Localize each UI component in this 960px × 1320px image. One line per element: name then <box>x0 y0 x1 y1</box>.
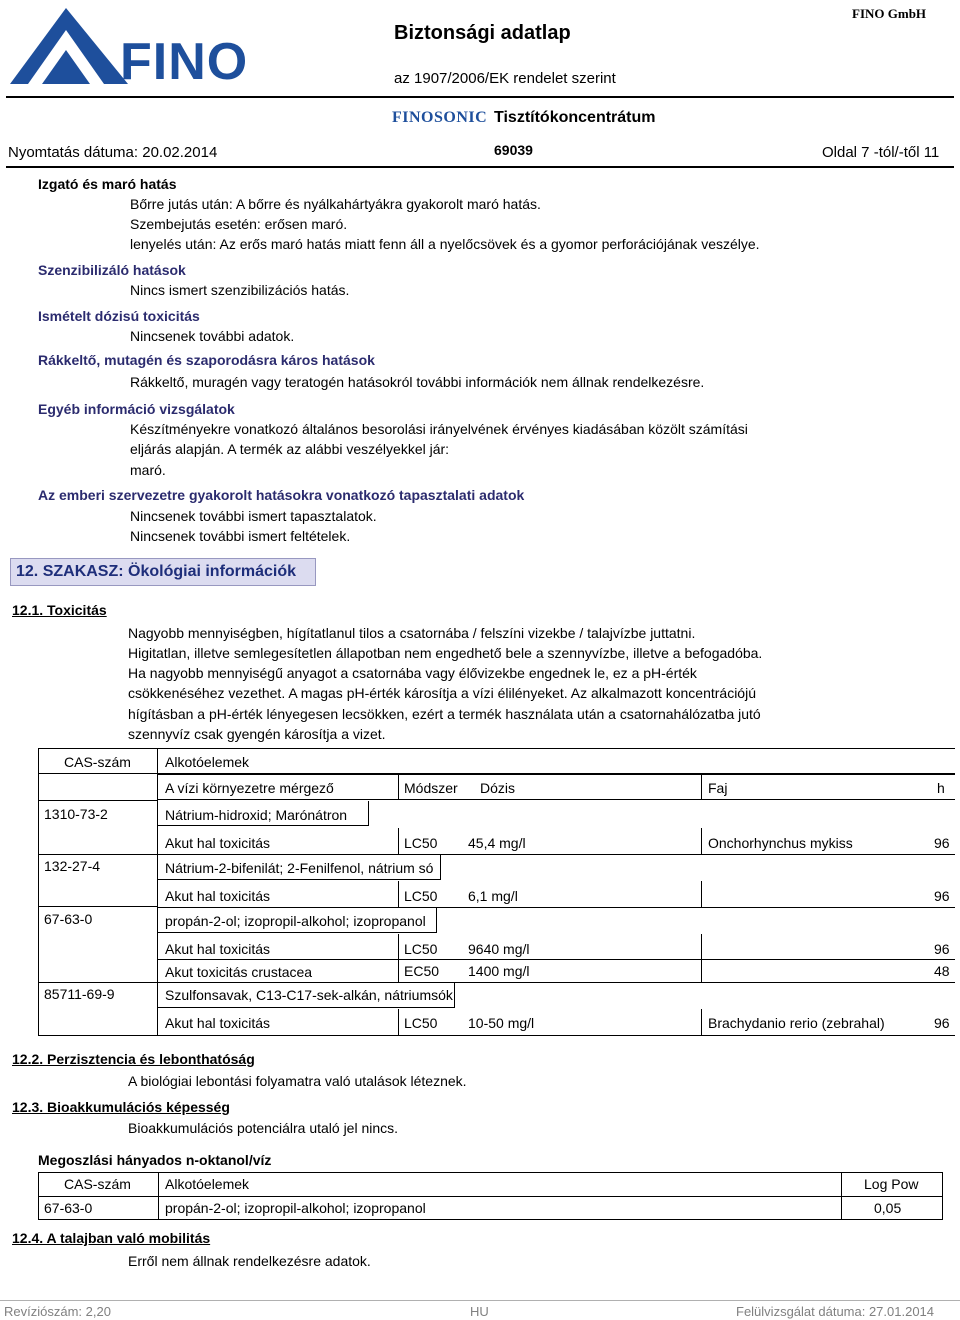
toxicity-line-6: szennyvíz csak gyengén károsítja a vizet. <box>128 726 386 742</box>
table-subheader-divider-1 <box>398 774 399 800</box>
persistence-text: A biológiai lebontási folyamatra való utalások léteznek. <box>128 1073 467 1089</box>
group-3-cas: 67-63-0 <box>44 911 93 927</box>
table-header-components: Alkotóelemek <box>165 754 250 770</box>
group-2-row-1-h: 96 <box>934 888 950 904</box>
partition-table-row-divider <box>38 1196 943 1197</box>
table-header-hours: h <box>937 780 945 796</box>
group-4-row-1-divider-1 <box>398 1009 399 1036</box>
repeated-dose-text: Nincsenek további adatok. <box>130 328 295 344</box>
group-3-row-2-env: Akut toxicitás crustacea <box>165 964 313 980</box>
group-2-row-1-env: Akut hal toxicitás <box>165 888 271 904</box>
table-header-method: Módszer <box>404 780 458 796</box>
repeated-dose-heading: Ismételt dózisú toxicitás <box>38 308 200 324</box>
other-info-line-1: Készítményekre vonatkozó általános besorolási irányelvének érvényes kiadásában közölt számítási <box>130 421 748 437</box>
group-3-row-1-divider-1 <box>398 934 399 982</box>
group-3-row-1-h: 96 <box>934 941 950 957</box>
human-experience-heading: Az emberi szervezetre gyakorolt hatásokra vonatkozó tapasztalati adatok <box>38 487 525 503</box>
group-2-row-1-divider-2 <box>701 881 702 908</box>
print-date: Nyomtatás dátuma: 20.02.2014 <box>8 144 218 161</box>
group-1-cas-line <box>38 800 158 801</box>
group-2-cas-line <box>38 854 158 855</box>
table-bottom-line <box>157 1035 955 1036</box>
human-experience-line-2: Nincsenek további ismert feltételek. <box>130 528 351 544</box>
group-4-row-1-divider-2 <box>701 1009 702 1036</box>
group-4-cas: 85711-69-9 <box>44 986 115 1002</box>
group-4-row-1-h: 96 <box>934 1015 950 1031</box>
group-1-cas: 1310-73-2 <box>44 806 108 822</box>
group-1-name: Nátrium-hidroxid; Marónátron <box>165 807 348 823</box>
group-1-row-1-method: LC50 <box>404 835 438 851</box>
group-2-cas: 132-27-4 <box>44 858 101 874</box>
mobility-text: Erről nem állnak rendelkezésre adatok. <box>128 1253 371 1269</box>
group-3-row-1-dose: 9640 mg/l <box>468 941 530 957</box>
sensitization-text: Nincs ismert szenzibilizációs hatás. <box>130 282 350 298</box>
other-info-line-3: maró. <box>130 462 166 478</box>
partition-row-cas: 67-63-0 <box>44 1200 93 1216</box>
group-2-row-1-dose: 6,1 mg/l <box>468 888 518 904</box>
group-1-row-1-divider-1 <box>398 828 399 855</box>
toxicity-line-4: csökkenéséhez vezethet. A magas pH-érték károsítja a vízi élilényeket. Az alkalmazott koncentrációjú <box>128 685 756 701</box>
partition-row-name: propán-2-ol; izopropil-alkohol; izopropanol <box>165 1200 426 1216</box>
product-name: Tisztítókoncentrátum <box>494 109 656 126</box>
partition-heading: Megoszlási hányados n-oktanol/víz <box>38 1152 272 1168</box>
group-3-row-2-h: 48 <box>934 963 950 979</box>
product-code: 69039 <box>494 142 533 158</box>
table-header-comp-cell <box>157 748 955 774</box>
company-name: FINO GmbH <box>852 6 927 21</box>
page-number: Oldal 7 -tól/-től 11 <box>822 144 940 161</box>
group-2-name: Nátrium-2-bifenilát; 2-Fenilfenol, nátrium só <box>165 860 434 876</box>
other-info-heading: Egyéb információ vizsgálatok <box>38 401 235 417</box>
toxicity-line-3: Ha nagyobb mennyiségű anyagot a csatornába vagy élővizekbe engednek le, ez a pH-érték <box>128 665 697 681</box>
toxicity-line-5: hígításban a pH-érték lényegesen lecsökken, ezért a termék használata után a csatornahálózatba jutó <box>128 706 761 722</box>
group-3-row-1-divider-2 <box>701 934 702 982</box>
group-2-row-1 <box>157 881 955 908</box>
group-4-row-1-species: Brachydanio rerio (zebrahal) <box>708 1015 885 1031</box>
group-2-row-1-method: LC50 <box>404 888 438 904</box>
group-4-row-1-env: Akut hal toxicitás <box>165 1015 271 1031</box>
toxicity-line-1: Nagyobb mennyiségben, hígítatlanul tilos a csatornába / felszíni vizekbe / talajvízbe juttatni. <box>128 625 696 641</box>
group-3-row-1-method: LC50 <box>404 941 438 957</box>
group-3-row-1-env: Akut hal toxicitás <box>165 941 271 957</box>
header-divider-top <box>6 96 954 98</box>
header-divider-bottom <box>6 166 954 168</box>
group-4-row-1-dose: 10-50 mg/l <box>468 1015 535 1031</box>
group-4-cas-line <box>38 982 158 983</box>
table-header-species: Faj <box>708 780 728 796</box>
toxicity-heading: 12.1. Toxicitás <box>12 602 107 618</box>
toxicity-line-2: Higitatlan, illetve semlegesítetlen állapotban nem engedhető bele a szennyvízbe, illetve a befogadóba. <box>128 645 763 661</box>
table-header-env: A vízi környezetre mérgező <box>165 780 334 796</box>
logo-text: FINO <box>120 33 249 91</box>
partition-header-cas: CAS-szám <box>64 1176 131 1192</box>
footer-divider <box>0 1300 960 1301</box>
irritant-line-1: Bőrre jutás után: A bőrre és nyálkahártyákra gyakorolt maró hatás. <box>130 196 541 212</box>
group-1-row-1-dose: 45,4 mg/l <box>468 835 526 851</box>
cmr-heading: Rákkeltő, mutagén és szaporodásra káros hatások <box>38 352 375 368</box>
footer-revision: Revíziószám: 2,20 <box>4 1304 111 1319</box>
mobility-heading: 12.4. A talajban való mobilitás <box>12 1230 211 1246</box>
irritant-line-2: Szembejutás esetén: erősen maró. <box>130 216 348 232</box>
table-subheader-divider-2 <box>701 774 702 800</box>
group-3-row-2-method: EC50 <box>404 963 440 979</box>
group-1-row-1-species: Onchorhynchus mykiss <box>708 835 853 851</box>
group-3-row-1 <box>157 934 955 960</box>
cmr-text: Rákkeltő, muragén vagy teratogén hatásokról további információk nem állnak rendelkezésre. <box>130 374 705 390</box>
group-1-row-1-h: 96 <box>934 835 950 851</box>
sensitization-heading: Szenzibilizáló hatások <box>38 262 186 278</box>
other-info-line-2: eljárás alapján. A termék az alábbi veszélyekkel jár: <box>130 441 450 457</box>
group-2-row-1-divider-1 <box>398 881 399 908</box>
partition-table-col-divider-1 <box>158 1172 159 1220</box>
partition-table-col-divider-2 <box>841 1172 842 1220</box>
document-subtitle: az 1907/2006/EK rendelet szerint <box>394 70 616 87</box>
table-header-cas: CAS-szám <box>64 754 131 770</box>
footer-language: HU <box>470 1304 489 1319</box>
group-3-row-2-dose: 1400 mg/l <box>468 963 530 979</box>
group-1-row-1-env: Akut hal toxicitás <box>165 835 271 851</box>
group-4-row-1-method: LC50 <box>404 1015 438 1031</box>
group-3-name: propán-2-ol; izopropil-alkohol; izopropanol <box>165 913 426 929</box>
bioaccumulation-heading: 12.3. Bioakkumulációs képesség <box>12 1099 230 1115</box>
group-1-row-1-divider-2 <box>701 828 702 855</box>
document-title: Biztonsági adatlap <box>394 22 571 44</box>
human-experience-line-1: Nincsenek további ismert tapasztalatok. <box>130 508 377 524</box>
bioaccumulation-text: Bioakkumulációs potenciálra utaló jel nincs. <box>128 1120 399 1136</box>
brand-name: FINOSONIC <box>392 109 488 126</box>
section-12-title: 12. SZAKASZ: Ökológiai információk <box>16 563 297 580</box>
persistence-heading: 12.2. Perzisztencia és lebonthatóság <box>12 1051 255 1067</box>
partition-header-logpow: Log Pow <box>864 1176 919 1192</box>
partition-header-components: Alkotóelemek <box>165 1176 250 1192</box>
footer-review-date: Felülvizsgálat dátuma: 27.01.2014 <box>736 1304 935 1319</box>
irritant-line-3: lenyelés után: Az erős maró hatás miatt fenn áll a nyelőcsövek és a gyomor perforációjának veszélye. <box>130 236 760 252</box>
group-3-cas-line <box>38 906 158 907</box>
company-logo <box>8 6 249 91</box>
partition-row-value: 0,05 <box>874 1200 902 1216</box>
table-header-dose: Dózis <box>480 780 516 796</box>
irritant-heading: Izgató és maró hatás <box>38 176 177 192</box>
group-4-name: Szulfonsavak, C13-C17-sek-alkán, nátriumsók <box>165 987 453 1003</box>
